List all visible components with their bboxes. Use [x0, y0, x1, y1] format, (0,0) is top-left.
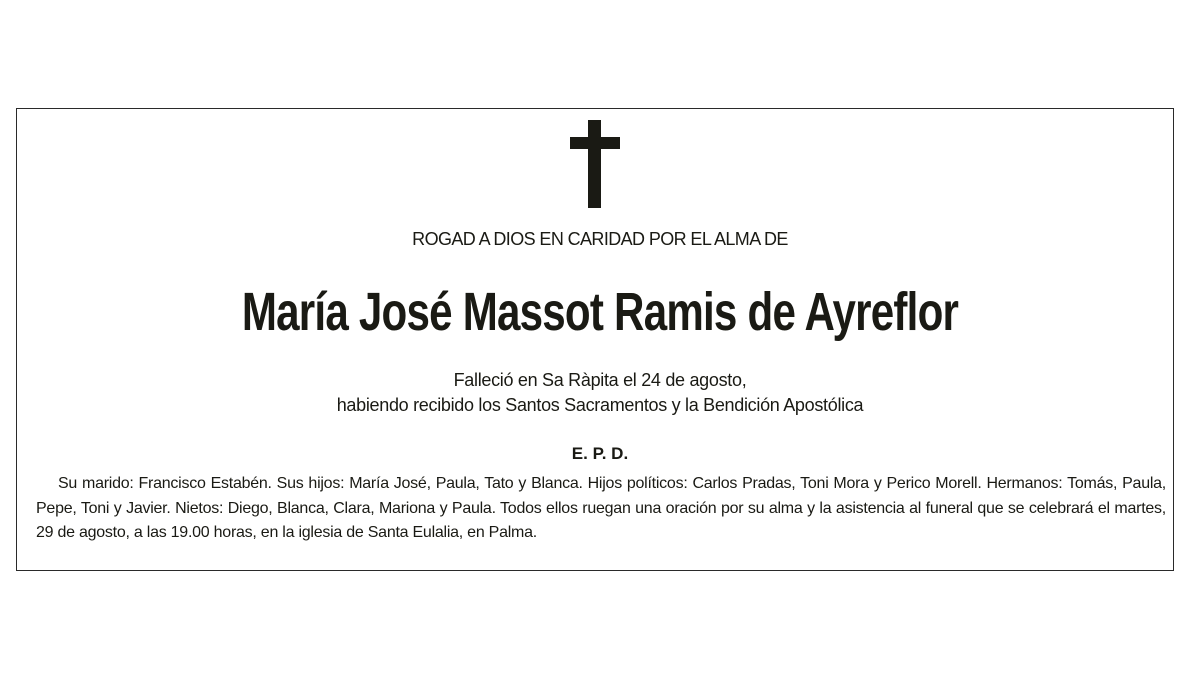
- prayer-preamble: ROGAD A DIOS EN CARIDAD POR EL ALMA DE: [412, 229, 788, 249]
- family-and-funeral-text: Su marido: Francisco Estabén. Sus hijos: María José, Paula, Tato y Blanca. Hijos políticos: Carlos Pradas, Toni Mora y Perico Morell. Hermanos: Tomás, Paula, Pepe, Toni y Javier. Nietos: Diego, Blanca, Clara, Mariona y Paula. Todos ellos ruegan una oración por su alma y la asistencia al funeral que se celebrará el martes, 29 de agosto, a las 19.00 horas, en la iglesia de Santa Eulalia, en Palma.: [36, 475, 1166, 541]
- cross-vertical-bar: [588, 120, 601, 208]
- death-place-date: Falleció en Sa Ràpita el 24 de agosto,: [453, 370, 747, 390]
- sacraments-line: habiendo recibido los Santos Sacramentos y la Bendición Apostólica: [336, 395, 864, 415]
- epd-label: E. P. D.: [571, 444, 629, 463]
- cross-horizontal-bar: [570, 137, 620, 149]
- cross-icon: [570, 120, 620, 208]
- deceased-name: María José Massot Ramis de Ayreflor: [241, 282, 959, 342]
